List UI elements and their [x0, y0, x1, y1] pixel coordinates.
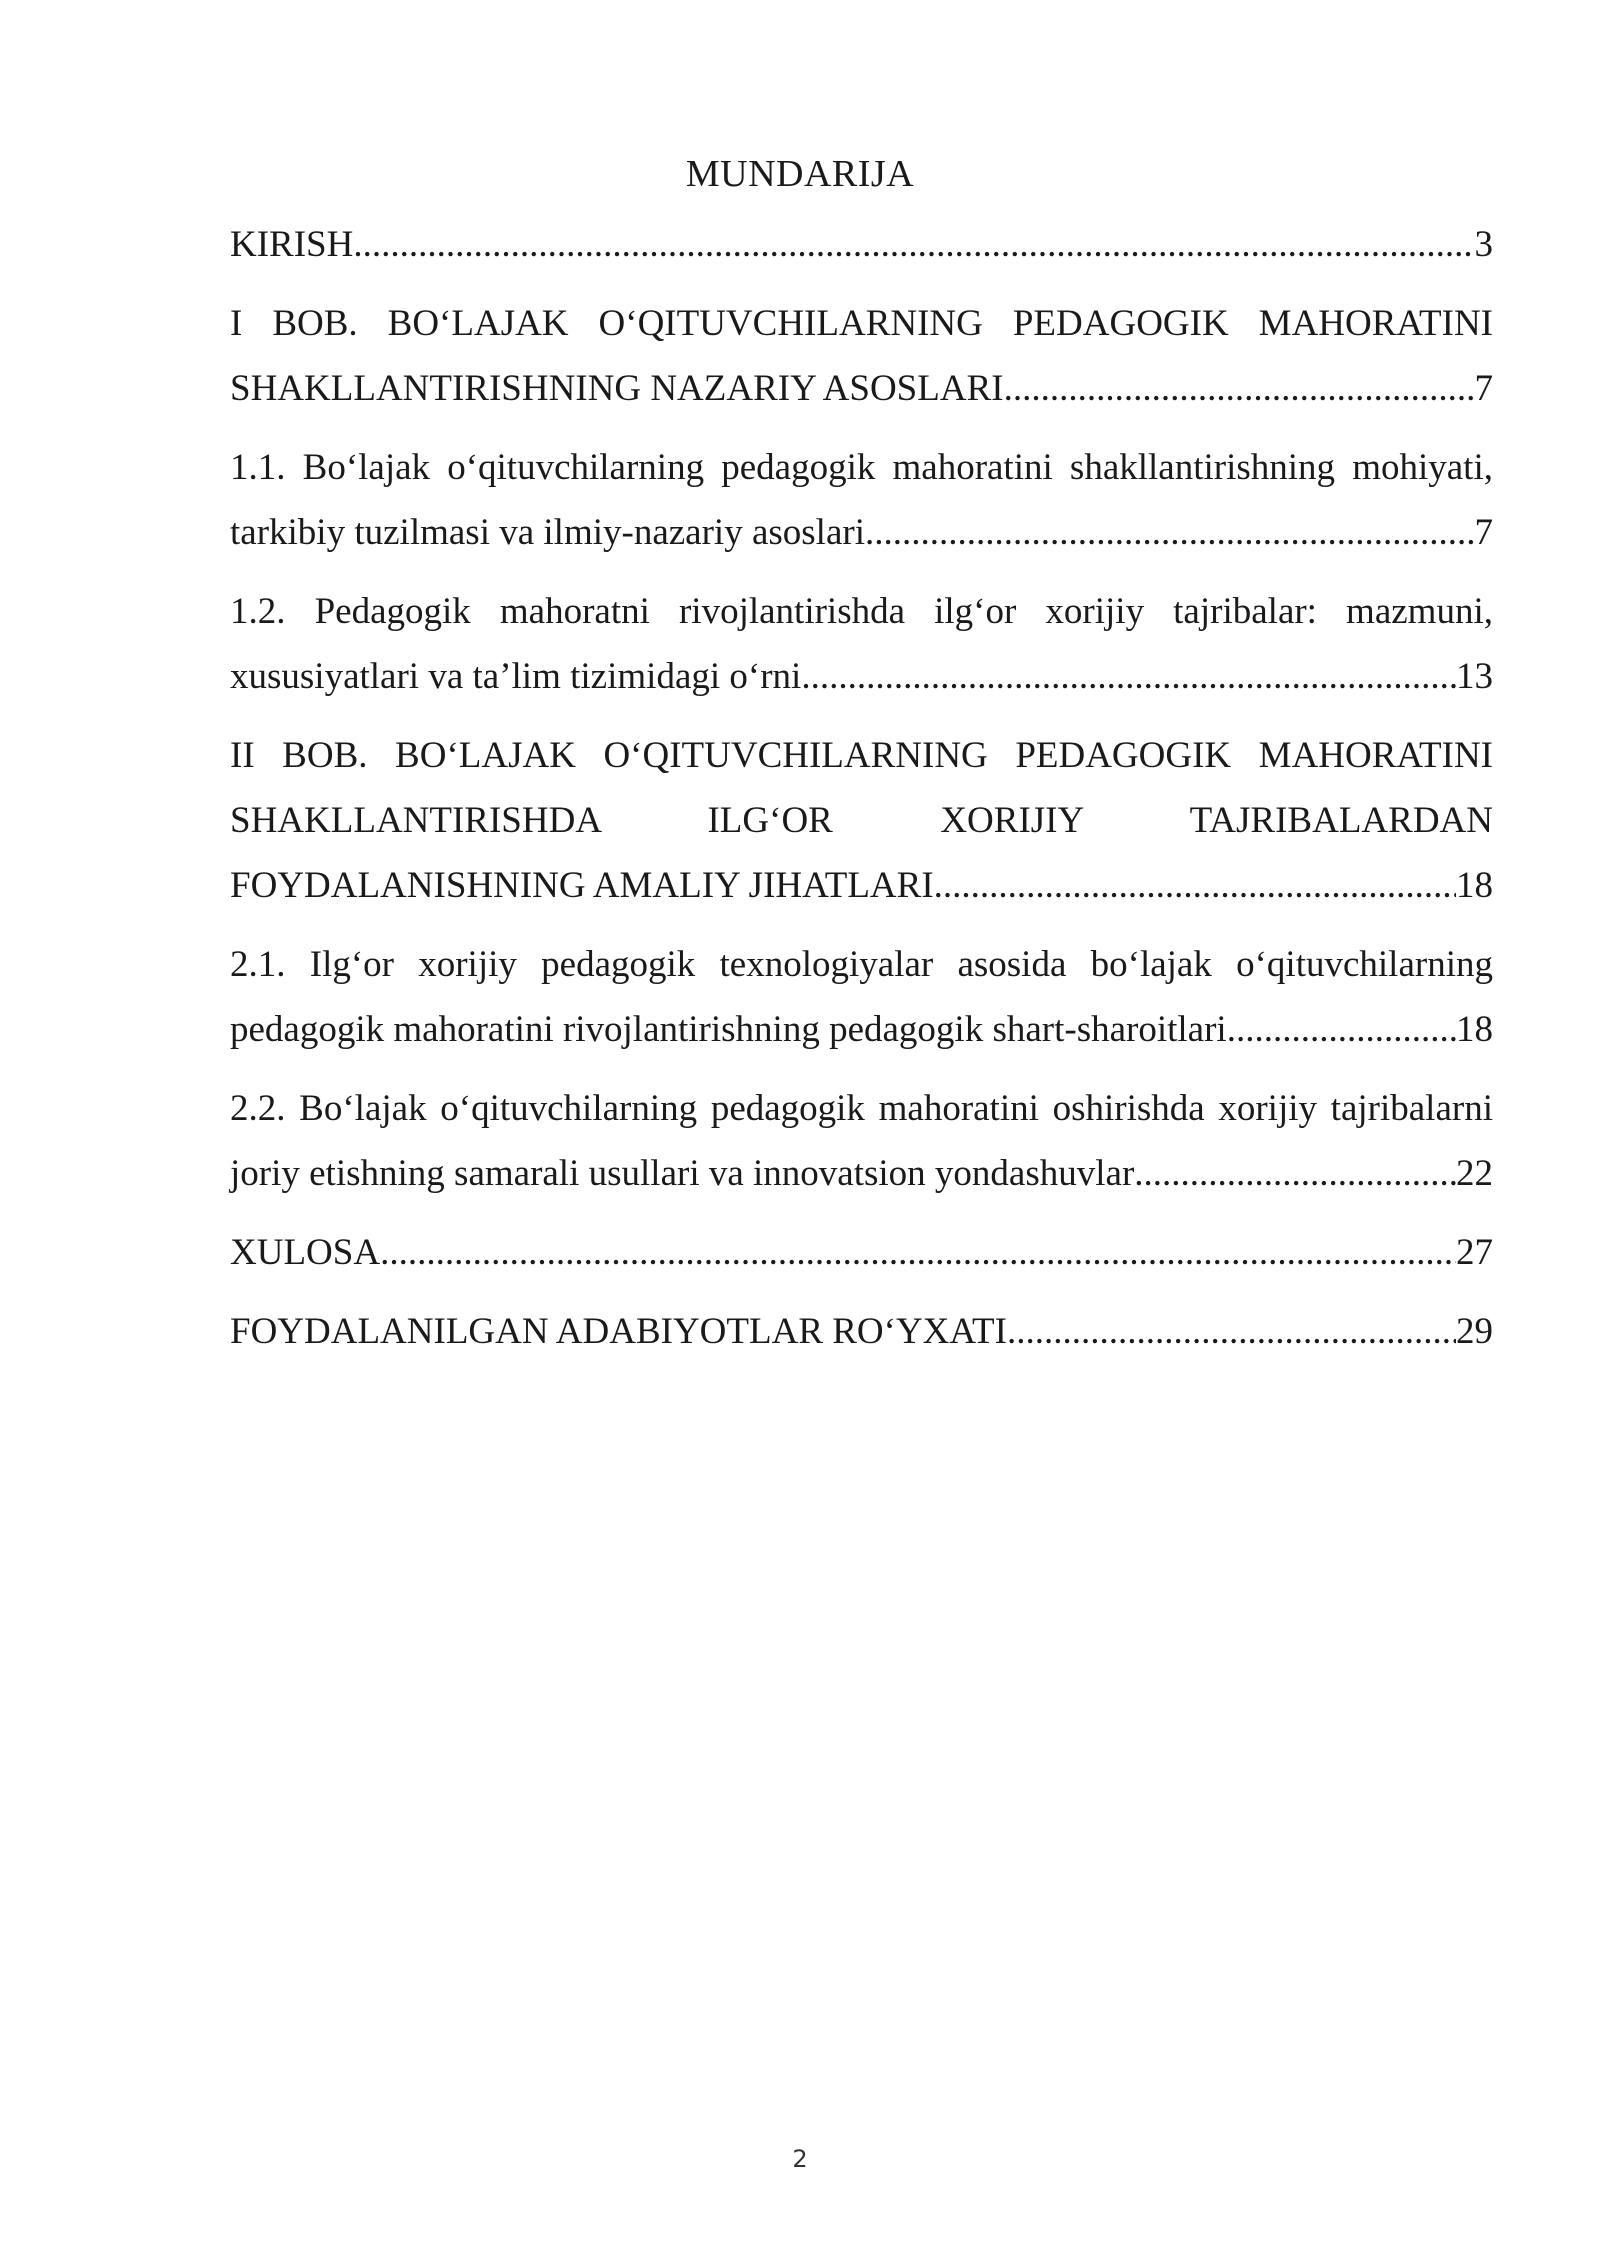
toc-entry-text: SHAKLLANTIRISHNING NAZARIY ASOSLARI	[230, 368, 1004, 409]
toc-entry-text: II BOB. BO‘LAJAK O‘QITUVCHILARNING PEDAGOGIK MAHORATINI	[230, 735, 1493, 776]
toc-entry-section-1-2[interactable]	[230, 579, 1493, 709]
dot-leader	[1007, 1299, 1456, 1364]
toc-entry-last-line	[230, 500, 1493, 565]
toc-page-number: 27	[1456, 1232, 1493, 1273]
toc-entry-text: I BOB. BO‘LAJAK O‘QITUVCHILARNING PEDAGOGIK MAHORATINI	[230, 303, 1493, 344]
toc-entry-text: tarkibiy tuzilmasi va ilmiy-nazariy asoslari	[230, 512, 865, 553]
table-of-contents	[230, 212, 1493, 1378]
toc-entry-last-line	[230, 1141, 1493, 1206]
toc-entry-last-line	[230, 853, 1493, 918]
toc-entry-kirish[interactable]	[230, 212, 1493, 277]
toc-entry-text: 2.2. Bo‘lajak o‘qituvchilarning pedagogik mahoratini oshirishda xorijiy tajribalarni	[230, 1088, 1493, 1129]
toc-entry-chapter-1[interactable]	[230, 291, 1493, 421]
dot-leader	[1134, 1141, 1456, 1206]
toc-entry-last-line	[230, 997, 1493, 1062]
dot-leader	[934, 853, 1456, 918]
toc-entry-last-line	[230, 644, 1493, 709]
toc-entry-section-1-1[interactable]	[230, 435, 1493, 565]
toc-entry-text: KIRISH	[230, 224, 354, 265]
toc-entry-last-line	[230, 1299, 1493, 1364]
toc-page-number: 3	[1474, 224, 1493, 265]
toc-entry-text: joriy etishning samarali usullari va innovatsion yondashuvlar	[230, 1153, 1135, 1194]
toc-entry-text: FOYDALANISHNING AMALIY JIHATLARI	[230, 865, 934, 906]
toc-entry-text: XULOSA	[230, 1232, 381, 1273]
dot-leader	[1227, 997, 1456, 1062]
toc-page-number: 29	[1456, 1311, 1493, 1352]
dot-leader	[353, 212, 1474, 277]
toc-entry-references[interactable]	[230, 1299, 1493, 1364]
toc-entry-section-2-2[interactable]	[230, 1076, 1493, 1206]
toc-entry-text: 2.1. Ilg‘or xorijiy pedagogik texnologiyalar asosida bo‘lajak o‘qituvchilarning	[230, 944, 1493, 985]
toc-page-number: 7	[1474, 368, 1493, 409]
toc-page-number: 7	[1474, 512, 1493, 553]
toc-entry-text: pedagogik mahoratini rivojlantirishning pedagogik shart-sharoitlari	[230, 1009, 1227, 1050]
dot-leader	[865, 500, 1475, 565]
toc-entry-last-line	[230, 212, 1493, 277]
toc-page-number: 18	[1456, 865, 1493, 906]
toc-entry-text: 1.1. Bo‘lajak o‘qituvchilarning pedagogik mahoratini shakllantirishning mohiyati,	[230, 447, 1493, 488]
dot-leader	[380, 1220, 1456, 1285]
toc-page-number: 18	[1456, 1009, 1493, 1050]
dot-leader	[1004, 356, 1475, 421]
toc-entry-text: 1.2. Pedagogik mahoratni rivojlantirishda ilg‘or xorijiy tajribalar: mazmuni,	[230, 591, 1493, 632]
toc-page-number: 13	[1456, 656, 1493, 697]
toc-entry-xulosa[interactable]	[230, 1220, 1493, 1285]
toc-entry-section-2-1[interactable]	[230, 932, 1493, 1062]
toc-entry-text: FOYDALANILGAN ADABIYOTLAR RO‘YXATI	[230, 1311, 1007, 1352]
toc-entry-last-line	[230, 356, 1493, 421]
page-number: 2	[792, 2145, 808, 2173]
toc-entry-text: SHAKLLANTIRISHDA ILG‘OR XORIJIY TAJRIBALARDAN	[230, 800, 1493, 841]
toc-entry-last-line	[230, 1220, 1493, 1285]
toc-entry-text: xususiyatlari va ta’lim tizimidagi o‘rni	[230, 656, 802, 697]
dot-leader	[801, 644, 1456, 709]
page-title: MUNDARIJA	[685, 153, 915, 195]
toc-entry-chapter-2[interactable]	[230, 723, 1493, 918]
toc-page-number: 22	[1456, 1153, 1493, 1194]
